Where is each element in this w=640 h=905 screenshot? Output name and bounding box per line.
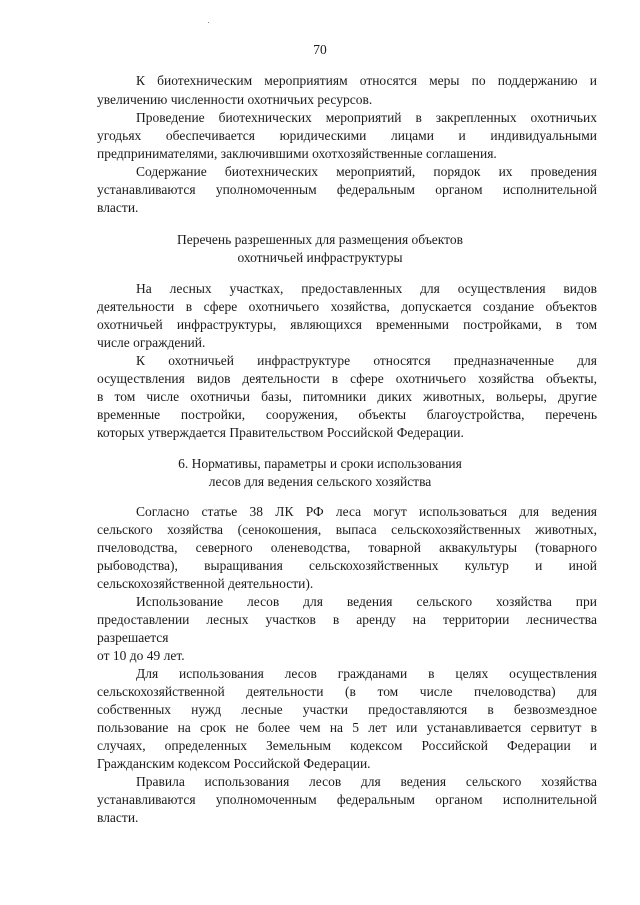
- text-line: власти.: [97, 810, 139, 825]
- text-line: К биотехническим мероприятиям относятся меры по поддержанию и: [136, 73, 597, 88]
- text-line: в том числе охотничьи базы, питомники диких животных, вольеры, другие: [97, 389, 597, 404]
- text-line: рыбоводства), выращивания сельскохозяйственных культур и иной: [97, 558, 597, 573]
- text-line: предпринимателями, заключившими охотхозяйственные соглашения.: [97, 146, 497, 161]
- text-line: На лесных участках, предоставленных для осуществления видов: [136, 281, 597, 296]
- text-line: осуществления видов деятельности в сфере охотничьего хозяйства объекты,: [97, 371, 597, 386]
- heading-line: Перечень разрешенных для размещения объектов: [176, 232, 464, 247]
- text-line: власти.: [97, 200, 139, 215]
- heading-line: лесов для ведения сельского хозяйства: [208, 474, 432, 489]
- heading-line: охотничьей инфраструктуры: [237, 250, 403, 265]
- text-line: Проведение биотехнических мероприятий в закрепленных охотничьих: [136, 110, 597, 125]
- text-line: числе ограждений.: [97, 335, 206, 350]
- text-line: угодьях обеспечивается юридическими лицами и индивидуальными: [97, 128, 597, 143]
- text-line: деятельности в сфере охотничьего хозяйства, допускается создание объектов: [97, 299, 597, 314]
- text-line: временные постройки, сооружения, объекты благоустройства, перечень: [97, 407, 597, 422]
- text-line: Правила использования лесов для ведения сельского хозяйства: [136, 774, 597, 789]
- text-line: Гражданским кодексом Российской Федерации.: [97, 756, 371, 771]
- text-line: предоставлении лесных участков в аренду на территории лесничества: [97, 612, 597, 627]
- text-line: охотничьей инфраструктуры, являющихся временными постройками, в том: [97, 317, 597, 332]
- text-line: пользование на срок не более чем на 5 лет или устанавливается сервитут в: [97, 720, 597, 735]
- text-line: разрешается: [97, 630, 169, 645]
- text-line: сельскохозяйственной деятельности).: [97, 576, 314, 591]
- text-line: Содержание биотехнических мероприятий, порядок их проведения: [136, 164, 597, 179]
- text-line: случаях, определенных Земельным кодексом Российской Федерации и: [97, 738, 597, 753]
- text-line: Согласно статье 38 ЛК РФ леса могут использоваться для ведения: [136, 504, 597, 519]
- text-line: Для использования лесов гражданами в целях осуществления: [136, 666, 597, 681]
- text-line: устанавливаются уполномоченным федеральным органом исполнительной: [97, 182, 597, 197]
- text-line: сельскохозяйственной деятельности (в том числе пчеловодства) для: [97, 684, 597, 699]
- text-line: которых утверждается Правительством Российской Федерации.: [97, 425, 464, 440]
- heading-line: 6. Нормативы, параметры и сроки использования: [178, 456, 462, 471]
- scan-speck: [208, 22, 209, 23]
- page-number: 70: [313, 42, 327, 57]
- text-line: устанавливаются уполномоченным федеральным органом исполнительной: [97, 792, 597, 807]
- text-line: пчеловодства, северного оленеводства, товарной аквакультуры (товарного: [97, 540, 597, 555]
- text-line: собственных нужд лесные участки предоставляются в безвозмездное: [97, 702, 597, 717]
- text-line: сельского хозяйства (сенокошения, выпаса сельскохозяйственных животных,: [97, 522, 597, 537]
- text-line: увеличению численности охотничьих ресурсов.: [97, 92, 373, 107]
- text-line: К охотничьей инфраструктуре относятся предназначенные для: [136, 353, 597, 368]
- text-line: от 10 до 49 лет.: [97, 648, 185, 663]
- text-line: Использование лесов для ведения сельского хозяйства при: [136, 594, 597, 609]
